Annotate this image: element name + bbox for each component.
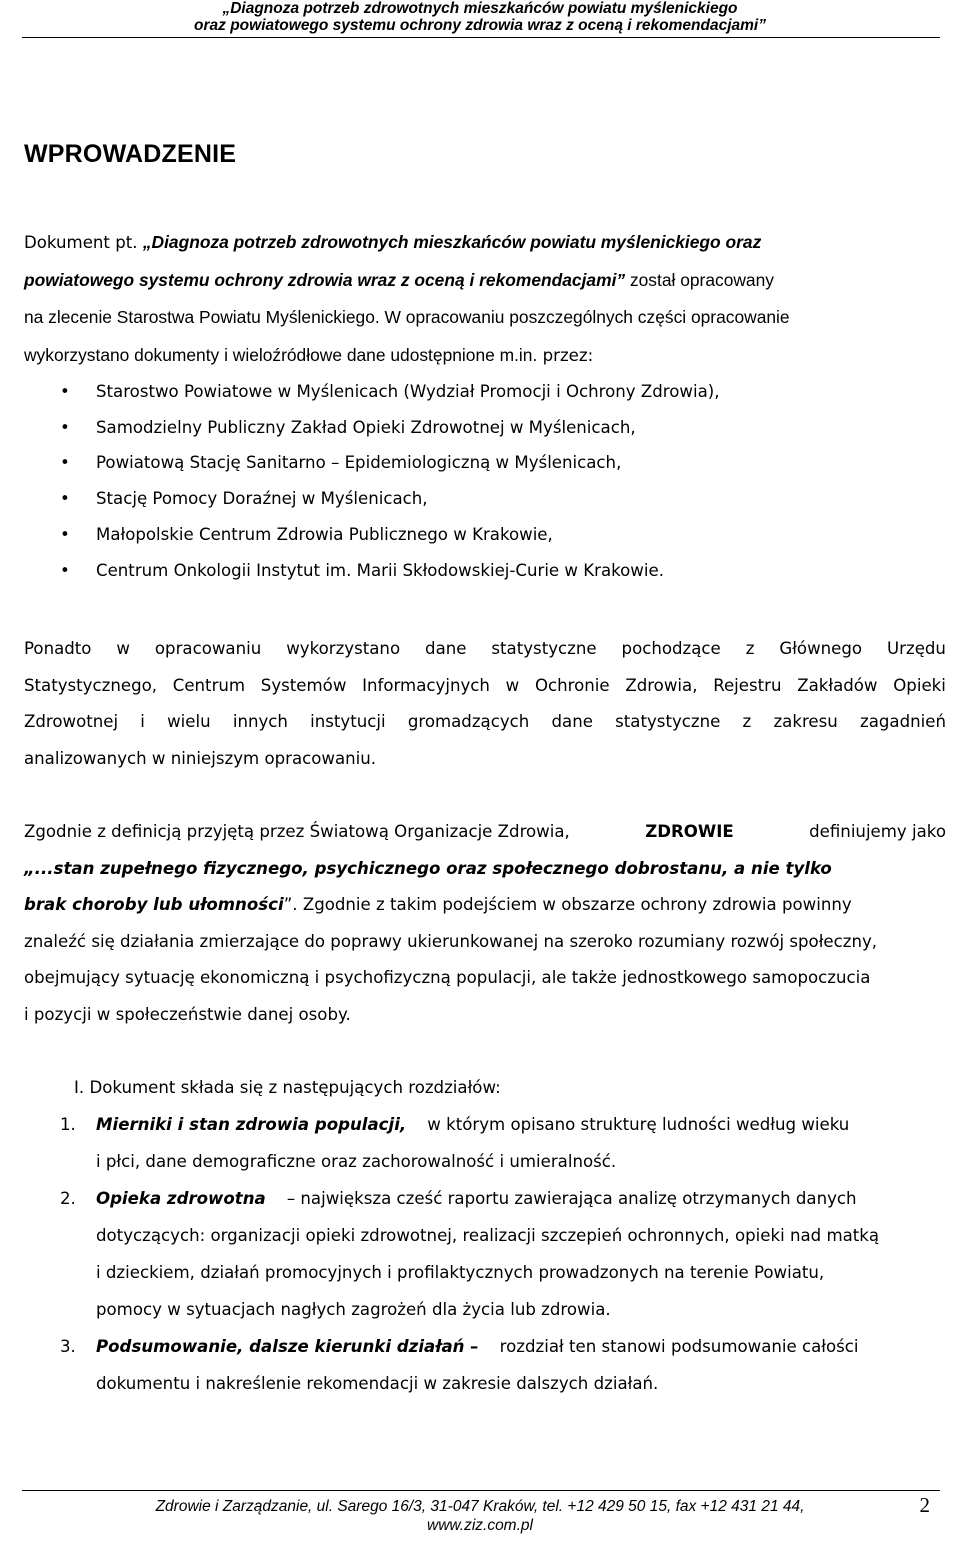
header-line-1: „Diagnoza potrzeb zdrowotnych mieszkańców powiatu myślenickiego [222, 0, 738, 17]
statistics-paragraph [24, 631, 946, 777]
intro-line-4: wykorzystano dokumenty i wieloźródłowe dane udostępnione m.in. przez: [24, 344, 594, 365]
para2-line-4: analizowanych w niniejszym opracowaniu. [24, 748, 377, 768]
chapter-title: Mierniki i stan zdrowia populacji, [96, 1115, 407, 1134]
chapter-title: Podsumowanie, dalsze kierunki działań – [96, 1337, 479, 1356]
bullet-icon: • [60, 453, 70, 473]
footer-rule [22, 1490, 940, 1491]
footer-address: Zdrowie i Zarządzanie, ul. Sarego 16/3, 31-047 Kraków, tel. +12 429 50 15, fax +12 431 21 44, [155, 1498, 805, 1515]
list-item: • Małopolskie Centrum Zdrowia Publicznego w Krakowie, [60, 517, 719, 553]
para3-line-5: obejmujący sytuację ekonomiczną i psychofizyczną populacji, ale także jednostkowego samopoczucia [24, 968, 871, 988]
chapter-item: 2. Opieka zdrowotna – największa cześć raportu zawierająca analizę otrzymanych danych dotyczących: organizacji opieki zdrowotnej, realizacji szczepień ochronnych, opieki nad matką i dzieckiem, działań promocyjnych i profilaktycznych prowadzonych na terenie Powiatu, pomocy w sytuacjach nagłych zagrożeń dla życia lub zdrowia. [60, 1189, 880, 1319]
para3-line-6: i pozycji w społeczeństwie danej osoby. [24, 1004, 351, 1024]
chapters-list [24, 1069, 946, 1402]
bullet-icon: • [60, 524, 70, 544]
section-heading: WPROWADZENIE [24, 140, 237, 168]
sources-list [60, 374, 719, 588]
para2-line-3: Zdrowotnej i wielu innych instytucji gromadzących dane statystyczne z zakresu zagadnień [24, 712, 946, 732]
list-item: • Samodzielny Publiczny Zakład Opieki Zdrowotnej w Myślenicach, [60, 410, 719, 446]
intro-paragraph [24, 224, 946, 374]
running-header [0, 0, 960, 34]
page-number: 2 [919, 1493, 930, 1517]
who-definition-quote: „...stan zupełnego fizycznego, psychicznego oraz społecznego dobrostanu, a nie tylko [24, 858, 832, 878]
bullet-icon: • [60, 417, 70, 437]
intro-line-3: na zlecenie Starostwa Powiatu Myślenickiego. W opracowaniu poszczególnych części opracowanie [24, 307, 790, 328]
para3-line-4: znaleźć się działania zmierzające do poprawy ukierunkowanej na szeroko rozumiany rozwój społeczny, [24, 931, 878, 951]
list-item: • Centrum Onkologii Instytut im. Marii Skłodowskiej-Curie w Krakowie. [60, 553, 719, 589]
para3-line-3: brak choroby lub ułomności”. Zgodnie z takim podejściem w obszarze ochrony zdrowia powinny [24, 895, 852, 915]
bullet-icon: • [60, 560, 70, 580]
chapter-title: Opieka zdrowotna [96, 1189, 266, 1208]
health-term: ZDROWIE [645, 822, 734, 841]
intro-line-2: powiatowego systemu ochrony zdrowia wraz z oceną i rekomendacjami” został opracowany [24, 269, 774, 290]
intro-line-1: Dokument pt. „Diagnoza potrzeb zdrowotnych mieszkańców powiatu myślenickiego oraz [24, 232, 762, 252]
chapter-item: 3. Podsumowanie, dalsze kierunki działań – rozdział ten stanowi podsumowanie całości dokumentu i nakreślenie rekomendacji w zakresie dalszych działań. [60, 1337, 859, 1393]
header-line-2: oraz powiatowego systemu ochrony zdrowia wraz z oceną i rekomendacjami” [194, 17, 766, 34]
running-footer [0, 1497, 960, 1535]
health-definition-paragraph [24, 814, 946, 1034]
list-item: • Starostwo Powiatowe w Myślenicach (Wydział Promocji i Ochrony Zdrowia), [60, 374, 719, 410]
list-item: • Powiatową Stację Sanitarno – Epidemiologiczną w Myślenicach, [60, 445, 719, 481]
list-item: • Stację Pomocy Doraźnej w Myślenicach, [60, 481, 719, 517]
chapter-item: 1. Mierniki i stan zdrowia populacji, w którym opisano strukturę ludności według wieku i płci, dane demograficzne oraz zachorowalność i umieralność. [60, 1115, 850, 1171]
bullet-icon: • [60, 489, 70, 509]
para2-line-2: Statystycznego, Centrum Systemów Informacyjnych w Ochronie Zdrowia, Rejestru Zakładów Opieki [24, 675, 946, 695]
footer-website-link[interactable]: www.ziz.com.pl [427, 1517, 533, 1534]
chapters-intro: I. Dokument składa się z następujących rozdziałów: [74, 1078, 501, 1097]
para2-line-1: Ponadto w opracowaniu wykorzystano dane statystyczne pochodzące z Głównego Urzędu [24, 639, 946, 658]
bullet-icon: • [60, 382, 70, 401]
header-rule [22, 37, 940, 38]
para3-line-1: Zgodnie z definicją przyjętą przez Światową Organizacje Zdrowia, ZDROWIE definiujemy jako [24, 814, 946, 851]
